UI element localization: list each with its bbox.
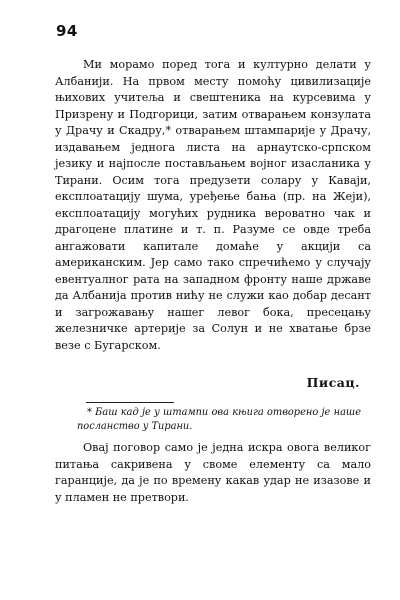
- afterword: [55, 440, 371, 506]
- main-paragraph: Ми морамо поред тога и културно делати у Албанији. На првом месту помоћу цивилизације њихових учитеља и свештеника на курсевима у Призрену и Подгорици, затим отварањем конзулата у Драчу и Скадру,* отварањем штампарије у Драчу, издавањем једнога листа на арнаутско-српском језику и најпосле постављањем војног изасланика у Тирани. Осим тога предузети солару у Каваји, експлоатацију шума, уређење бања (пр. на Жеји), експлоатацију могућих рудника вероватно чак и драгоцене платине и т. п. Разуме се овде треба ангажовати капитале домаће у акцији са американским. Јер само тако спречићемо у случају евентуалног рата на западном фронту наше државе да Албанија против нићу не служи као добар десант и загрожавању нашег левог бока, пресецању железничке артерије за Солун и не хватање брзе везе с Бугарском.: [55, 58, 371, 352]
- footnote-divider: [86, 402, 174, 403]
- afterword-text: Овај поговор само је једна искра овога великог питања сакривена у своме елементу са мало гаранције, да је по времену какав удар не изазове и у пламен не претвори.: [55, 441, 371, 504]
- footnote-text: * Баш кад је у штампи ова књига отворено је наше посланство у Тирани.: [77, 407, 361, 432]
- page-number: 94: [56, 22, 78, 40]
- footnote: [77, 406, 361, 434]
- author-signature: Писац.: [306, 375, 360, 390]
- main-text: [55, 57, 371, 354]
